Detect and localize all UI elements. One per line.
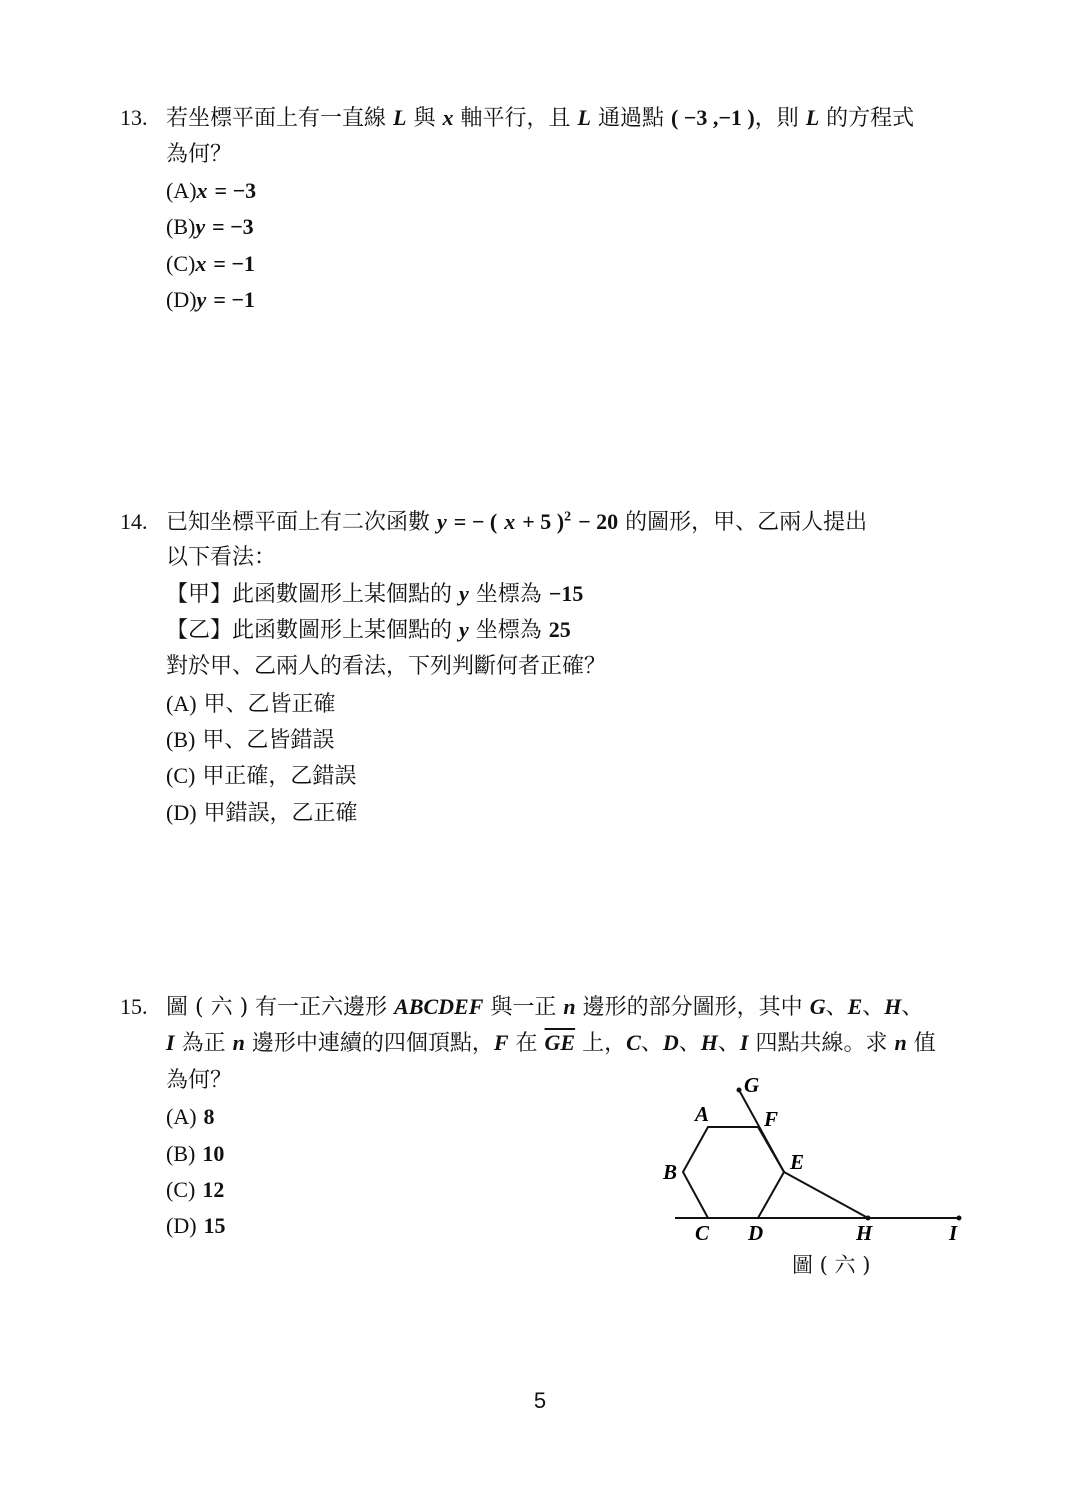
math-var: I xyxy=(166,1030,175,1055)
segment-ge xyxy=(739,1090,784,1172)
label-c: C xyxy=(695,1221,710,1245)
text: 通過點 xyxy=(597,106,664,131)
math-var: L xyxy=(577,105,591,130)
text: 為正 xyxy=(181,1031,226,1056)
math-expr: = − ( xyxy=(453,509,498,534)
math-var: L xyxy=(393,105,407,130)
label-a: A xyxy=(695,1102,710,1126)
math-var: y xyxy=(196,287,207,312)
question-number: 14. xyxy=(120,509,148,534)
question-text-line-1 xyxy=(166,507,867,538)
option-c xyxy=(166,1175,224,1206)
math-var: H xyxy=(884,994,902,1019)
option-label: (D) xyxy=(166,1213,197,1238)
question-number: 13. xyxy=(120,105,148,130)
text: 坐標為 xyxy=(475,618,542,643)
label-f: F xyxy=(764,1107,779,1131)
option-d xyxy=(166,285,255,316)
question-number: 15. xyxy=(120,994,148,1019)
math-var: n xyxy=(894,1030,907,1055)
text: 軸平行，且 xyxy=(460,106,571,131)
label-e: E xyxy=(790,1150,805,1174)
math-expr: = −1 xyxy=(213,287,255,312)
text: 值 xyxy=(913,1031,936,1056)
text: 、 xyxy=(640,1031,663,1056)
math-var: G xyxy=(809,994,826,1019)
math-var: x xyxy=(504,509,516,534)
label-h: H xyxy=(856,1221,873,1245)
text: 與 xyxy=(413,106,436,131)
option-a xyxy=(166,689,336,720)
text: 上， xyxy=(582,1031,627,1056)
option-b xyxy=(166,1139,224,1170)
math-var: x xyxy=(442,105,454,130)
math-value: −15 xyxy=(548,581,584,606)
text: 已知坐標平面上有二次函數 xyxy=(166,510,431,535)
label-g: G xyxy=(744,1073,760,1097)
option-label: (A) xyxy=(166,1104,197,1129)
math-var: H xyxy=(700,1030,718,1055)
figure-caption: 圖 ( 六 ) xyxy=(792,1253,871,1277)
option-value: 12 xyxy=(202,1177,225,1202)
claim-yi xyxy=(166,615,571,646)
text: ，則 xyxy=(754,106,799,131)
text: 【乙】此函數圖形上某個點的 xyxy=(166,618,453,643)
option-label: (C) xyxy=(166,1177,196,1202)
math-var: D xyxy=(662,1030,679,1055)
math-var: y xyxy=(459,617,469,642)
text: 邊形中連續的四個頂點， xyxy=(251,1031,494,1056)
text: 、 xyxy=(901,995,924,1020)
point-h xyxy=(866,1216,871,1221)
option-text: 甲正確，乙錯誤 xyxy=(202,764,357,789)
text: 邊形的部分圖形，其中 xyxy=(582,995,803,1020)
math-expr: + 5 ) xyxy=(522,509,565,534)
label-d: D xyxy=(748,1221,764,1245)
math-var: y xyxy=(437,509,447,534)
hexagon-abcdef xyxy=(683,1127,784,1218)
text: 四點共線。求 xyxy=(755,1031,888,1056)
math-expr: = −3 xyxy=(214,178,257,203)
math-expr: = −1 xyxy=(213,251,255,276)
option-value: 15 xyxy=(203,1213,226,1238)
math-exponent: 2 xyxy=(564,509,572,525)
text: 的圖形，甲、乙兩人提出 xyxy=(625,510,868,535)
math-var: I xyxy=(739,1030,749,1055)
option-text: 甲錯誤，乙正確 xyxy=(203,801,358,826)
option-label: (D) xyxy=(166,800,197,825)
math-expr: − 20 xyxy=(578,509,619,534)
math-var: F xyxy=(493,1030,509,1055)
math-expr: = −3 xyxy=(212,214,254,239)
question-text-line-3: 為何？ xyxy=(166,1068,233,1093)
math-var: L xyxy=(805,105,820,130)
text: 在 xyxy=(515,1031,538,1056)
option-a xyxy=(166,1102,215,1133)
option-c xyxy=(166,761,356,792)
text: 、 xyxy=(678,1031,701,1056)
option-a xyxy=(166,176,256,207)
option-label: (C) xyxy=(166,763,196,788)
claim-jia xyxy=(166,579,583,610)
question-prompt: 對於甲、乙兩人的看法，下列判斷何者正確？ xyxy=(166,654,607,679)
math-var: x xyxy=(196,178,208,203)
math-var: y xyxy=(195,214,206,239)
text: 、 xyxy=(825,995,848,1020)
text: 【甲】此函數圖形上某個點的 xyxy=(166,582,453,607)
math-var: ABCDEF xyxy=(394,994,484,1019)
option-c xyxy=(166,249,255,280)
math-var: E xyxy=(847,994,863,1019)
math-var: C xyxy=(626,1030,641,1055)
question-text-line-2: 以下看法： xyxy=(166,545,277,570)
option-text: 甲、乙皆錯誤 xyxy=(202,728,335,753)
text: 的方程式 xyxy=(826,106,915,131)
question-text-line-1 xyxy=(166,103,914,134)
option-label: (C) xyxy=(166,251,196,276)
math-var: x xyxy=(195,251,207,276)
option-label: (B) xyxy=(166,1141,196,1166)
option-label: (B) xyxy=(166,727,196,752)
option-b xyxy=(166,725,334,756)
question-text-line-1 xyxy=(166,992,923,1023)
option-d xyxy=(166,798,358,829)
math-segment: $\overline{GE}$ xyxy=(544,1030,576,1055)
option-label: (A) xyxy=(166,691,197,716)
text: 、 xyxy=(862,995,885,1020)
label-b: B xyxy=(663,1160,678,1184)
point-g xyxy=(737,1088,742,1093)
math-value: 25 xyxy=(548,617,571,642)
text: 坐標為 xyxy=(475,582,542,607)
text: 與一正 xyxy=(490,995,557,1020)
option-label: (A) xyxy=(166,178,197,203)
text: 圖 ( 六 ) 有一正六邊形 xyxy=(166,995,388,1020)
label-i: I xyxy=(949,1221,958,1245)
text: 若坐標平面上有一直線 xyxy=(166,106,387,131)
question-text-line-2 xyxy=(166,1028,936,1059)
math-var: y xyxy=(459,581,469,606)
option-label: (D) xyxy=(166,287,197,312)
math-var: n xyxy=(232,1030,245,1055)
text: 、 xyxy=(717,1031,740,1056)
segment-eh xyxy=(784,1172,868,1218)
math-var: n xyxy=(563,994,576,1019)
option-value: 10 xyxy=(202,1141,225,1166)
option-b xyxy=(166,212,254,243)
option-text: 甲、乙皆正確 xyxy=(203,692,336,717)
page-number: 5 xyxy=(533,1388,547,1413)
option-value: 8 xyxy=(203,1104,215,1129)
point-i xyxy=(957,1216,962,1221)
option-label: (B) xyxy=(166,214,196,239)
question-text-line-2: 為何？ xyxy=(166,142,233,167)
option-d xyxy=(166,1211,226,1242)
math-point: ( −3 ,−1 ) xyxy=(670,105,755,130)
